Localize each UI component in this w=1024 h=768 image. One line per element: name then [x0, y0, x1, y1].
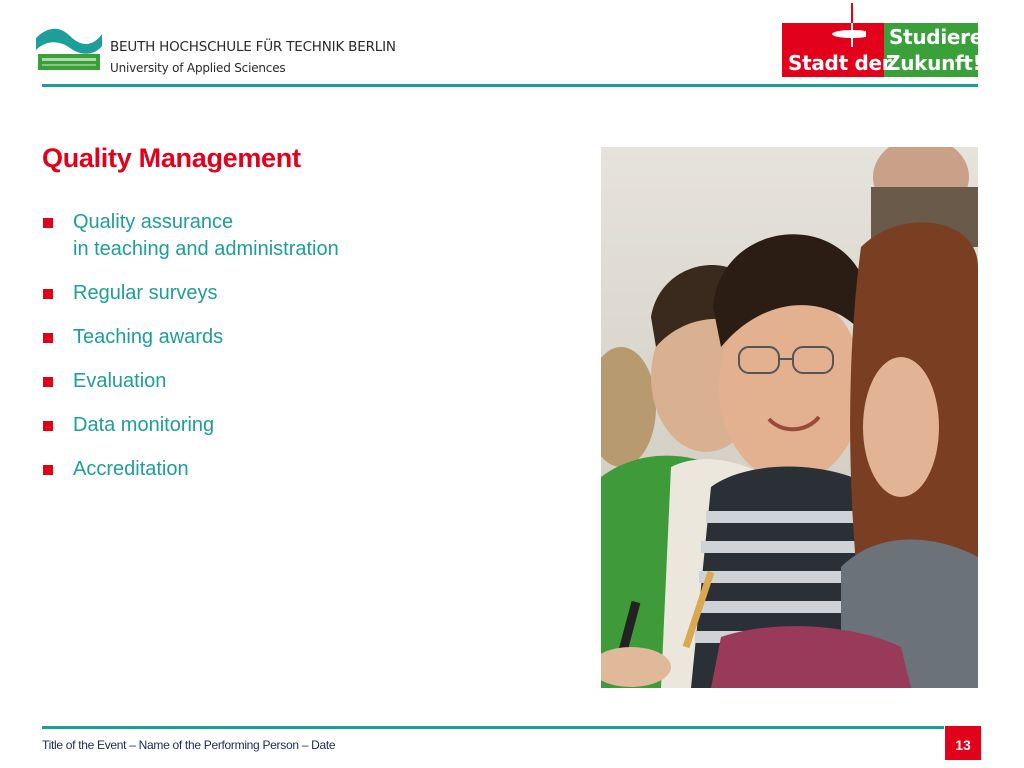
university-name-block: [110, 38, 396, 77]
bullet-text: Accreditation: [73, 458, 189, 480]
bullet-square-icon: [43, 421, 53, 431]
bullet-item: [42, 368, 339, 395]
logo-text-zukunft: Zukunft!: [886, 51, 982, 75]
bullet-text-continuation: in teaching and administration: [73, 238, 339, 260]
bullet-item: [42, 280, 339, 307]
page-number: 13: [945, 726, 981, 760]
bullet-square-icon: [43, 218, 53, 228]
footer-text: Title of the Event – Name of the Performing Person – Date: [42, 738, 336, 752]
university-subtitle: University of Applied Sciences: [110, 61, 286, 75]
bullet-square-icon: [43, 465, 53, 475]
studiere-stadt-der-zukunft-logo: [782, 3, 983, 78]
bullet-text: Evaluation: [73, 370, 167, 392]
bullet-item: [42, 456, 339, 483]
bullet-list: [42, 209, 339, 500]
students-photo: [601, 147, 978, 688]
bullet-item: [42, 324, 339, 351]
university-name: BEUTH HOCHSCHULE FÜR TECHNIK BERLIN: [110, 39, 396, 55]
berlin-tv-tower-icon: [802, 3, 866, 49]
bullet-square-icon: [43, 377, 53, 387]
footer-divider: [42, 726, 944, 729]
bullet-text: Data monitoring: [73, 414, 215, 436]
bullet-text: Quality assurance: [73, 211, 234, 233]
logo-text-stadt-der: Stadt der: [788, 51, 892, 75]
bullet-square-icon: [43, 333, 53, 343]
beuth-logo-icon: [34, 24, 104, 76]
logo-text-studiere: Studiere: [889, 25, 983, 49]
bullet-text: Teaching awards: [73, 326, 224, 348]
bullet-square-icon: [43, 289, 53, 299]
bullet-item: [42, 209, 339, 263]
slide-title: Quality Management: [42, 143, 301, 173]
header-divider: [42, 84, 978, 87]
bullet-item: [42, 412, 339, 439]
bullet-text: Regular surveys: [73, 282, 218, 304]
